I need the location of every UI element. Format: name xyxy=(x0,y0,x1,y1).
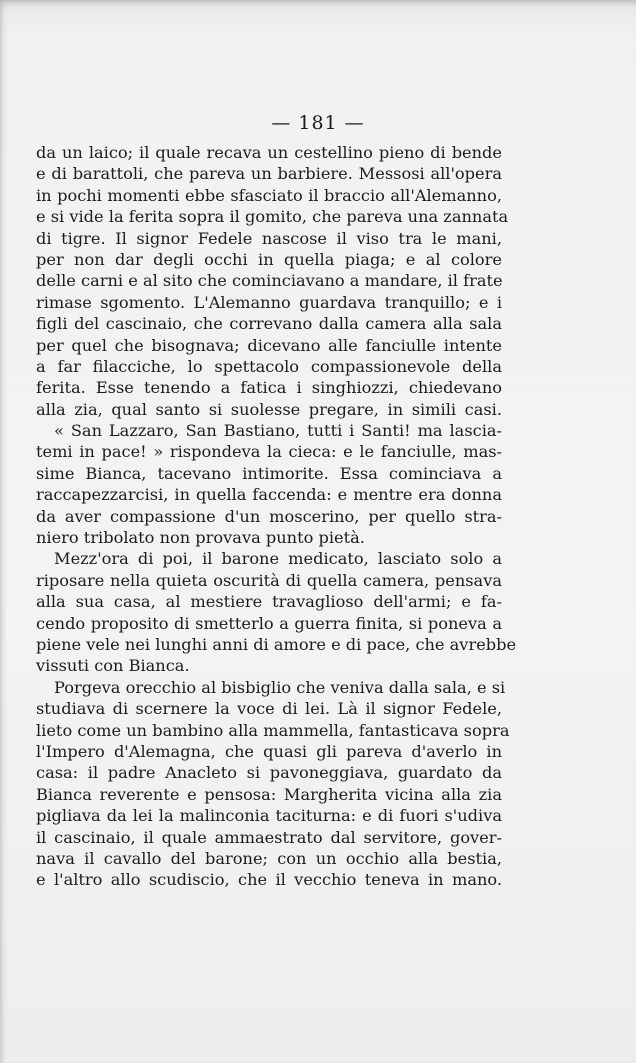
text-line: lieto come un bambino alla mammella, fantasticava sopra xyxy=(36,720,510,740)
text-line: l'Impero d'Alemagna, che quasi gli pareva d'averlo in xyxy=(36,741,502,761)
text-line: sime Bianca, tacevano intimorite. Essa cominciava a xyxy=(36,463,502,483)
text-line: Porgeva orecchio al bisbiglio che veniva dalla sala, e si xyxy=(54,677,506,697)
text-line: il cascinaio, il quale ammaestrato dal servitore, gover- xyxy=(36,827,502,847)
text-line: rimase sgomento. L'Alemanno guardava tranquillo; e i xyxy=(36,292,502,312)
text-line: figli del cascinaio, che correvano dalla camera alla sala xyxy=(36,314,502,334)
text-line: e l'altro allo scudiscio, che il vecchio teneva in mano. xyxy=(36,870,502,890)
text-line: Mezz'ora di poi, il barone medicato, lasciato solo a xyxy=(54,549,502,569)
text-line: in pochi momenti ebbe sfasciato il braccio all'Alemanno, xyxy=(36,185,502,205)
text-line: da aver compassione d'un moscerino, per quello stra- xyxy=(36,506,502,526)
body-text xyxy=(36,142,517,891)
text-line: e di barattoli, che pareva un barbiere. Messosi all'opera xyxy=(36,164,502,184)
text-line: niero tribolato non provava punto pietà. xyxy=(36,528,365,548)
text-line: nava il cavallo del barone; con un occhio alla bestia, xyxy=(36,848,502,868)
text-line: vissuti con Bianca. xyxy=(36,656,190,676)
text-line: e si vide la ferita sopra il gomito, che pareva una zannata xyxy=(36,207,509,227)
text-line: riposare nella quieta oscurità di quella camera, pensava xyxy=(36,570,502,590)
text-line: « San Lazzaro, San Bastiano, tutti i Santi! ma lascia- xyxy=(54,421,502,441)
text-line: piene vele nei lunghi anni di amore e di pace, che avrebbe xyxy=(36,634,517,654)
page-number: — 181 — xyxy=(271,112,365,134)
text-line: da un laico; il quale recava un cestellino pieno di bende xyxy=(36,143,502,162)
text-line: di tigre. Il signor Fedele nascose il viso tra le mani, xyxy=(36,228,502,248)
text-line: per non dar degli occhi in quella piaga; e al colore xyxy=(36,249,502,269)
text-line: studiava di scernere la voce di lei. Là il signor Fedele, xyxy=(36,699,502,719)
text-line: temi in pace! » rispondeva la cieca: e le fanciulle, mas- xyxy=(36,442,502,462)
text-line: ferita. Esse tenendo a fatica i singhiozzi, chiedevano xyxy=(36,378,502,398)
text-line: pigliava da lei la malinconia taciturna: e di fuori s'udiva xyxy=(36,806,502,826)
text-line: delle carni e al sito che cominciavano a mandare, il frate xyxy=(36,271,503,291)
text-line: alla sua casa, al mestiere travaglioso dell'armi; e fa- xyxy=(36,592,502,612)
text-line: raccapezzarcisi, in quella faccenda: e mentre era donna xyxy=(36,485,502,505)
text-line: alla zia, qual santo si suolesse pregare, in simili casi. xyxy=(36,399,502,419)
text-line: per quel che bisognava; dicevano alle fanciulle intente xyxy=(36,335,502,355)
text-line: Bianca reverente e pensosa: Margherita vicina alla zia xyxy=(36,784,502,804)
text-line: a far filacciche, lo spettacolo compassionevole della xyxy=(36,356,502,376)
text-line: cendo proposito di smetterlo a guerra finita, si poneva a xyxy=(36,613,502,633)
text-line: casa: il padre Anacleto si pavoneggiava, guardato da xyxy=(36,763,502,783)
